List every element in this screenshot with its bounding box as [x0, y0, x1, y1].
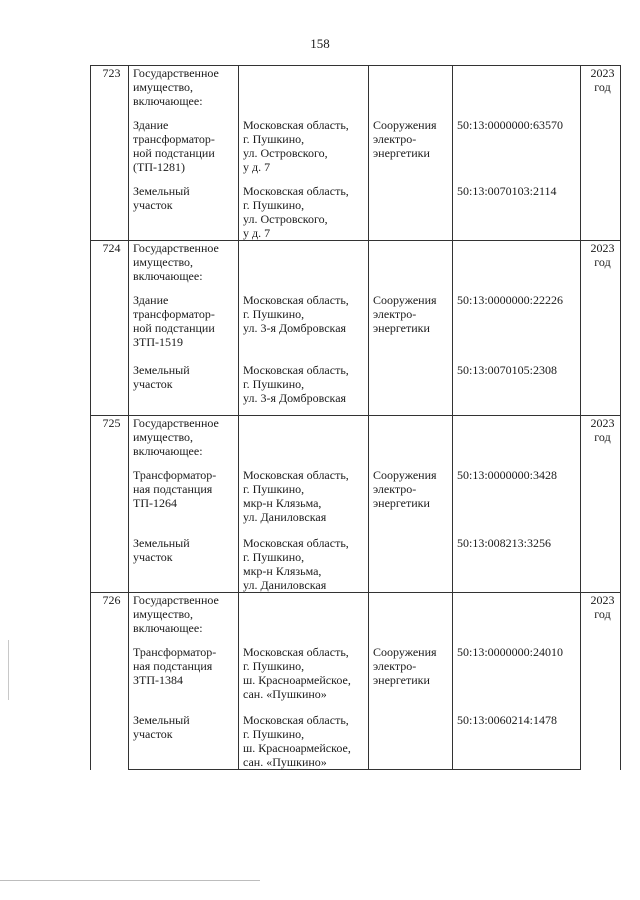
registry-land-row — [91, 713, 621, 770]
entry-year: 2023 год — [581, 241, 621, 416]
empty-cell — [369, 241, 453, 294]
item-cadastral-number: 50:13:0000000:24010 — [453, 645, 581, 713]
registry-item-row — [91, 293, 621, 363]
page-number: 158 — [310, 36, 330, 51]
empty-cell — [239, 593, 369, 646]
registry-land-row — [91, 536, 621, 593]
item-address: Московская область, г. Пушкино, мкр-н Клязьма, ул. Даниловская — [239, 536, 369, 593]
item-cadastral-number: 50:13:0000000:3428 — [453, 468, 581, 536]
item-purpose: Сооружения электро- энергетики — [369, 118, 453, 184]
entry-header: Государственное имущество, включающее: — [129, 241, 239, 294]
scan-artifact-line — [0, 880, 260, 881]
entry-number: 724 — [91, 241, 129, 416]
item-address: Московская область, г. Пушкино, ш. Красноармейское, сан. «Пушкино» — [239, 645, 369, 713]
empty-cell — [369, 66, 453, 119]
item-purpose — [369, 363, 453, 416]
entry-number: 723 — [91, 66, 129, 241]
item-purpose — [369, 184, 453, 241]
scan-artifact-mark — [8, 640, 9, 700]
item-purpose — [369, 536, 453, 593]
registry-entry-header-row — [91, 416, 621, 469]
entry-header: Государственное имущество, включающее: — [129, 66, 239, 119]
item-address: Московская область, г. Пушкино, мкр-н Клязьма, ул. Даниловская — [239, 468, 369, 536]
empty-cell — [453, 241, 581, 294]
item-cadastral-number: 50:13:008213:3256 — [453, 536, 581, 593]
entry-number: 726 — [91, 593, 129, 770]
item-cadastral-number: 50:13:0000000:22226 — [453, 293, 581, 363]
item-name: Земельный участок — [129, 363, 239, 416]
entry-year: 2023 год — [581, 416, 621, 593]
item-cadastral-number: 50:13:0070105:2308 — [453, 363, 581, 416]
item-name: Трансформатор- ная подстанция ТП-1264 — [129, 468, 239, 536]
item-address: Московская область, г. Пушкино, ул. Островского, у д. 7 — [239, 184, 369, 241]
entry-header: Государственное имущество, включающее: — [129, 593, 239, 646]
entry-year: 2023 год — [581, 593, 621, 770]
item-name: Земельный участок — [129, 536, 239, 593]
registry-entry-header-row — [91, 66, 621, 119]
item-purpose — [369, 713, 453, 770]
empty-cell — [239, 241, 369, 294]
registry-entry-header-row — [91, 593, 621, 646]
item-purpose: Сооружения электро- энергетики — [369, 645, 453, 713]
item-purpose: Сооружения электро- энергетики — [369, 293, 453, 363]
item-purpose: Сооружения электро- энергетики — [369, 468, 453, 536]
item-address: Московская область, г. Пушкино, ул. 3-я Домбровская — [239, 293, 369, 363]
item-name: Здание трансформатор- ной подстанции ЗТП-1519 — [129, 293, 239, 363]
entry-number: 725 — [91, 416, 129, 593]
property-registry-table — [90, 65, 621, 770]
item-cadastral-number: 50:13:0000000:63570 — [453, 118, 581, 184]
item-cadastral-number: 50:13:0070103:2114 — [453, 184, 581, 241]
item-address: Московская область, г. Пушкино, ш. Красноармейское, сан. «Пушкино» — [239, 713, 369, 770]
registry-land-row — [91, 184, 621, 241]
item-address: Московская область, г. Пушкино, ул. Островского, у д. 7 — [239, 118, 369, 184]
registry-item-row — [91, 645, 621, 713]
item-name: Земельный участок — [129, 713, 239, 770]
empty-cell — [369, 416, 453, 469]
empty-cell — [369, 593, 453, 646]
item-cadastral-number: 50:13:0060214:1478 — [453, 713, 581, 770]
empty-cell — [453, 593, 581, 646]
item-name: Здание трансформатор- ной подстанции (ТП-1281) — [129, 118, 239, 184]
empty-cell — [239, 416, 369, 469]
empty-cell — [453, 416, 581, 469]
entry-year: 2023 год — [581, 66, 621, 241]
item-name: Трансформатор- ная подстанция ЗТП-1384 — [129, 645, 239, 713]
item-name: Земельный участок — [129, 184, 239, 241]
registry-item-row — [91, 118, 621, 184]
item-address: Московская область, г. Пушкино, ул. 3-я Домбровская — [239, 363, 369, 416]
registry-land-row — [91, 363, 621, 416]
registry-entry-header-row — [91, 241, 621, 294]
entry-header: Государственное имущество, включающее: — [129, 416, 239, 469]
registry-item-row — [91, 468, 621, 536]
empty-cell — [239, 66, 369, 119]
empty-cell — [453, 66, 581, 119]
